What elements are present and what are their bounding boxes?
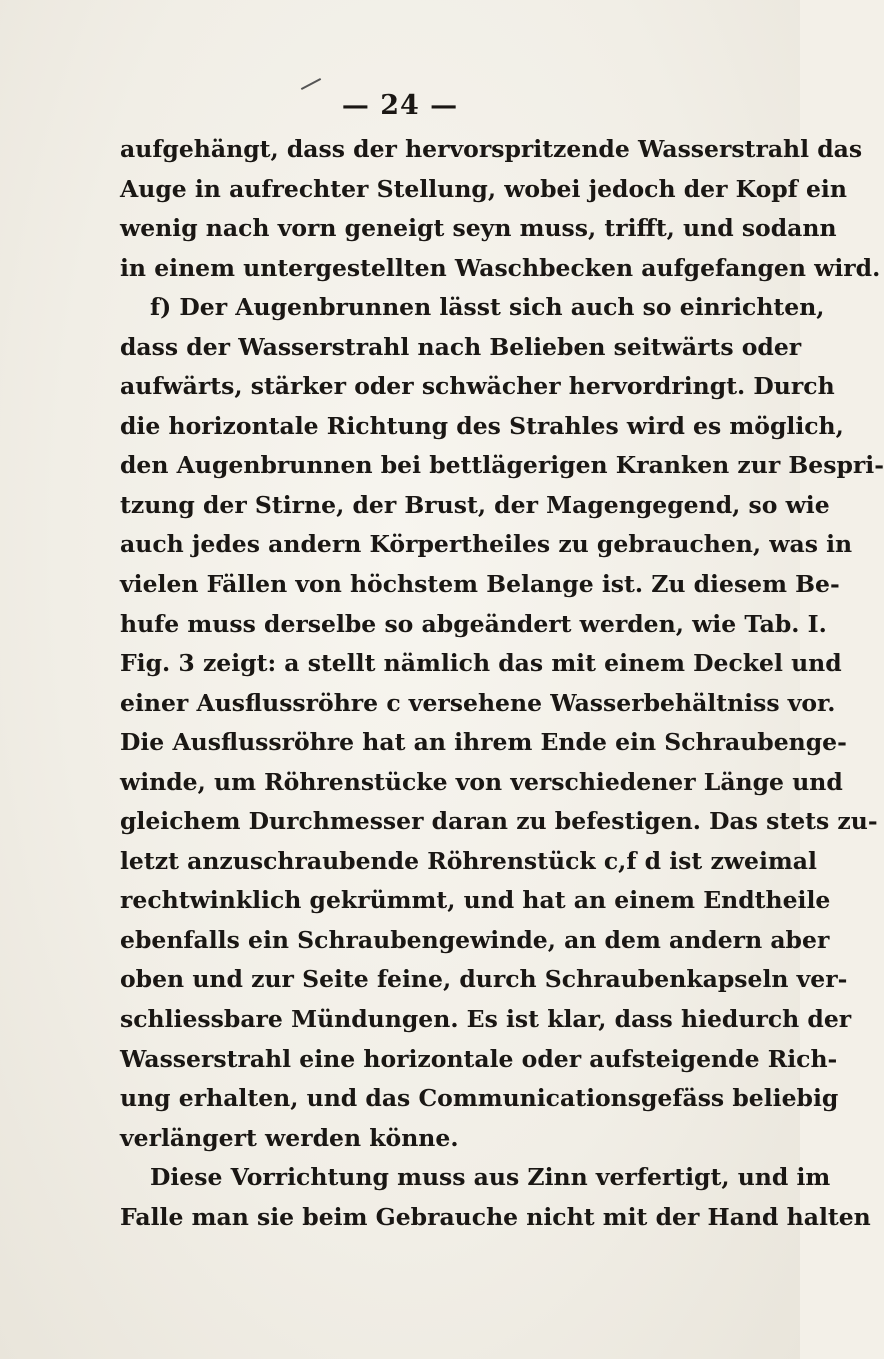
text-line: ung erhalten, und das Communicationsgefäss beliebig bbox=[120, 1084, 839, 1113]
text-line: Diese Vorrichtung muss aus Zinn verfertigt, und im bbox=[150, 1163, 831, 1192]
text-line: wenig nach vorn geneigt seyn muss, trifft, und sodann bbox=[120, 214, 837, 243]
text-line: verlängert werden könne. bbox=[120, 1123, 459, 1152]
text-line: letzt anzuschraubende Röhrenstück c,f d ist zweimal bbox=[120, 846, 817, 875]
text-line: Falle man sie beim Gebrauche nicht mit der Hand halten bbox=[120, 1202, 871, 1231]
text-line: einer Ausflussröhre c versehene Wasserbehältniss vor. bbox=[120, 688, 836, 717]
text-line: Die Ausflussröhre hat an ihrem Ende ein Schraubenge- bbox=[120, 728, 847, 757]
text-line: f) Der Augenbrunnen lässt sich auch so einrichten, bbox=[150, 293, 825, 322]
text-line: rechtwinklich gekrümmt, und hat an einem Endtheile bbox=[120, 886, 831, 915]
text-line: vielen Fällen von höchstem Belange ist. Zu diesem Be- bbox=[120, 570, 840, 599]
body-text bbox=[120, 130, 884, 1237]
text-line: hufe muss derselbe so abgeändert werden, wie Tab. I. bbox=[120, 609, 827, 638]
text-line: auch jedes andern Körpertheiles zu gebrauchen, was in bbox=[120, 530, 853, 559]
text-line: aufwärts, stärker oder schwächer hervordringt. Durch bbox=[120, 372, 835, 401]
print-speck bbox=[301, 78, 321, 90]
text-line: die horizontale Richtung des Strahles wird es möglich, bbox=[120, 411, 844, 440]
text-line: Wasserstrahl eine horizontale oder aufsteigende Rich- bbox=[120, 1044, 838, 1073]
text-line: Fig. 3 zeigt: a stellt nämlich das mit einem Deckel und bbox=[120, 649, 842, 678]
text-line: aufgehängt, dass der hervorspritzende Wasserstrahl das bbox=[120, 135, 863, 163]
text-line: oben und zur Seite feine, durch Schraubenkapseln ver- bbox=[120, 965, 848, 994]
text-line: den Augenbrunnen bei bettlägerigen Kranken zur Bespri- bbox=[120, 451, 884, 480]
text-line: schliessbare Mündungen. Es ist klar, dass hiedurch der bbox=[120, 1005, 852, 1034]
text-line: Auge in aufrechter Stellung, wobei jedoch der Kopf ein bbox=[120, 174, 847, 203]
text-line: dass der Wasserstrahl nach Belieben seitwärts oder bbox=[120, 332, 802, 361]
text-line: winde, um Röhrenstücke von verschiedener Länge und bbox=[120, 767, 843, 796]
page-number: — 24 — bbox=[341, 90, 459, 121]
text-line: in einem untergestellten Waschbecken aufgefangen wird. bbox=[120, 253, 881, 282]
text-line: tzung der Stirne, der Brust, der Magengegend, so wie bbox=[120, 490, 830, 519]
text-line: ebenfalls ein Schraubengewinde, an dem andern aber bbox=[120, 925, 830, 954]
text-line: gleichem Durchmesser daran zu befestigen. Das stets zu- bbox=[120, 807, 878, 836]
